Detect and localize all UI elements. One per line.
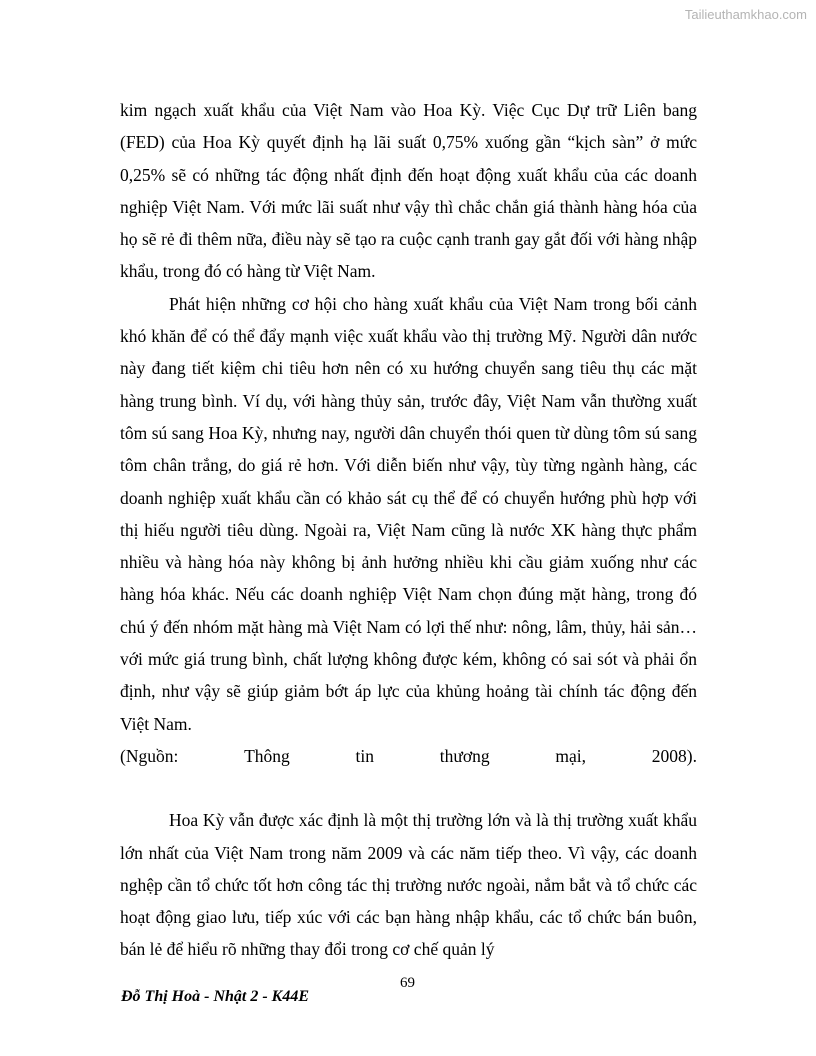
text-line: gắt đối với hàng nhập khẩu, trong đó có hàng từ Việt Nam.	[120, 229, 697, 282]
text-line: Nam cũng là nước XK hàng thực phẩm nhiều và hàng hóa này không bị ảnh	[120, 519, 697, 573]
text-line: dân nước này đang tiết kiệm chi tiêu hơn nên có xu hướng chuyển sang tiêu	[120, 326, 697, 379]
source-word: tin	[355, 745, 375, 766]
watermark-text: Tailieuthamkhao.com	[684, 7, 807, 22]
text-line: vẫn thường xuất tôm sú sang Hoa Kỳ, nhưng nay, người dân chuyển thói	[120, 390, 698, 443]
text-line: thể để có chuyển hướng phù hợp với thị hiếu người tiêu dùng. Ngoài ra, Việt	[120, 487, 697, 540]
text-line: các doanh nghệp cần tổ chức tốt hơn công tác thị trường nước ngoài, nắm	[120, 842, 698, 895]
document-body	[120, 94, 697, 966]
text-line: cảnh khó khăn để có thể đẩy mạnh việc xuất khẩu vào thị trường Mỹ. Người	[120, 293, 697, 347]
text-line: nghiệp Việt Nam chọn đúng mặt hàng, trong đó chú ý đến nhóm mặt hàng	[120, 584, 698, 637]
text-line: bình, chất lượng không được kém, không có sai sót và phải ổn định, như vậy	[120, 649, 697, 702]
source-citation	[120, 740, 697, 772]
page-number: 69	[400, 975, 415, 991]
paragraph-1	[120, 94, 697, 288]
paragraph-gap	[120, 772, 697, 804]
text-line: hưởng nhiều khi cầu giảm xuống như các hàng hóa khác. Nếu các doanh	[120, 552, 698, 605]
text-line: quen từ dùng tôm sú sang tôm chân trắng, do giá rẻ hơn. Với diễn biến như	[120, 422, 697, 476]
text-line: Phát hiện những cơ hội cho hàng xuất khẩu của Việt Nam trong bối	[169, 293, 659, 314]
text-line: doanh nghiệp Việt Nam. Với mức lãi suất như vậy thì chắc chắn giá thành	[120, 164, 697, 217]
text-line: sẽ giúp giảm bớt áp lực của khủng hoảng tài chính tác động đến Việt Nam.	[120, 681, 697, 734]
text-line: kim ngạch xuất khẩu của Việt Nam vào Hoa Kỳ. Việc Cục Dự trữ Liên bang	[120, 100, 697, 120]
paragraph-3	[120, 804, 697, 965]
text-line: vậy, tùy từng ngành hàng, các doanh nghiệp xuất khẩu cần có khảo sát cụ	[120, 455, 697, 508]
footer-author: Đỗ Thị Hoà - Nhật 2 - K44E	[121, 988, 310, 1005]
text-line: Hoa Kỳ vẫn được xác định là một thị trường lớn và là thị trường xuất	[169, 810, 659, 831]
source-word: 2008).	[651, 745, 697, 766]
text-line: hàng hóa của họ sẽ rẻ đi thêm nữa, điều này sẽ tạo ra cuộc cạnh tranh gay	[120, 196, 698, 250]
text-line: mà Việt Nam có lợi thế như: nông, lâm, thủy, hải sản… với mức giá trung	[120, 616, 698, 670]
text-line: khẩu lớn nhất của Việt Nam trong năm 2009 và các năm tiếp theo. Vì vậy,	[120, 810, 698, 863]
paragraph-2	[120, 288, 697, 740]
source-word: mại,	[555, 745, 586, 766]
source-word: (Nguồn:	[120, 745, 179, 766]
text-line: thụ các mặt hàng trung bình. Ví dụ, với hàng thủy sản, trước đây, Việt Nam	[120, 358, 698, 411]
text-line: mức 0,25% sẽ có những tác động nhất định đến hoạt động xuất khẩu của các	[120, 132, 697, 185]
text-line: bắt và tổ chức các hoạt động giao lưu, tiếp xúc với các bạn hàng nhập khẩu,	[120, 874, 698, 928]
text-line: (FED) của Hoa Kỳ quyết định hạ lãi suất 0,75% xuống gần “kịch sàn” ở	[120, 132, 660, 153]
source-word: Thông	[244, 745, 290, 766]
source-word: thương	[439, 745, 490, 766]
text-line: các tổ chức bán buôn, bán lẻ để hiểu rõ những thay đổi trong cơ chế quản lý	[120, 907, 698, 960]
